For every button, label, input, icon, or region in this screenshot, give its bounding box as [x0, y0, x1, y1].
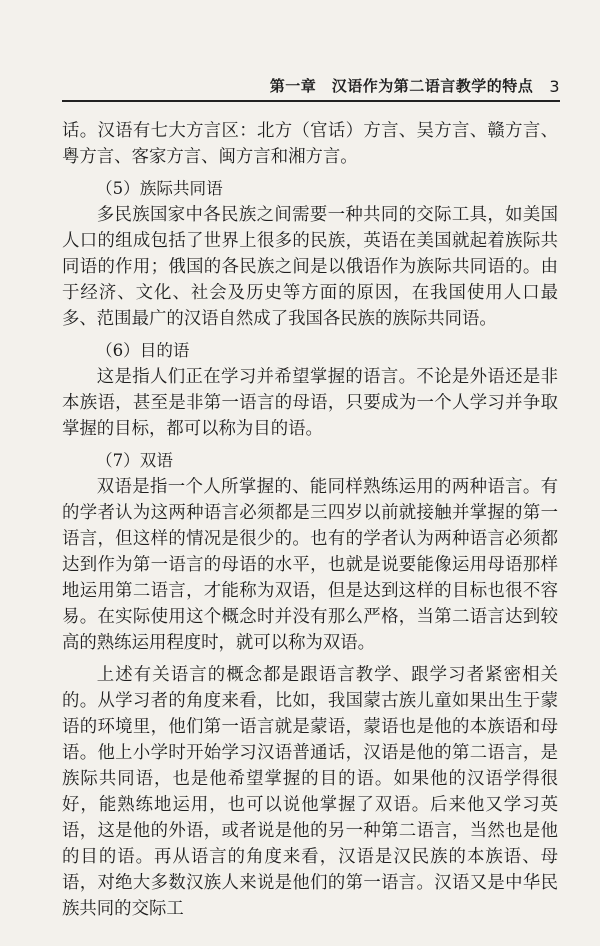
chapter-title: 第一章 汉语作为第二语言教学的特点	[269, 77, 534, 95]
paragraph-bilingual: 双语是指一个人所掌握的、能同样熟练运用的两种语言。有的学者认为这两种语言必须都是三四岁以前就接触并掌握的第一语言，但这样的情况是很少的。也有的学者认为两种语言必须都达到作为第一语言的母语的水平，也就是说要能像运用母语那样地运用第二语言，才能称为双语，但是达到这样的目标也很不容易。在实际使用这个概念时并没有那么严格，当第二语言达到较高的熟练运用程度时，就可以称为双语。	[62, 477, 558, 653]
running-header	[62, 72, 560, 102]
section-heading-7: （7）双语	[96, 451, 173, 470]
page-body	[62, 118, 558, 922]
page-number: 3	[549, 77, 560, 96]
paragraph-target-language: 这是指人们正在学习并希望掌握的语言。不论是外语还是非本族语，甚至是非第一语言的母语，只要成为一个人学习并争取掌握的目标，都可以称为目的语。	[62, 367, 558, 439]
paragraph-lingua-franca: 多民族国家中各民族之间需要一种共同的交际工具，如美国人口的组成包括了世界上很多的民族，英语在美国就起着族际共同语的作用；俄国的各民族之间是以俄语作为族际共同语的。由于经济、文化、社会及历史等方面的原因，在我国使用人口最多、范围最广的汉语自然成了我国各民族的族际共同语。	[62, 205, 558, 329]
section-heading-6: （6）目的语	[96, 341, 190, 360]
section-heading-5: （5）族际共同语	[96, 179, 223, 198]
paragraph-summary: 上述有关语言的概念都是跟语言教学、跟学习者紧密相关的。从学习者的角度来看，比如，我国蒙古族儿童如果出生于蒙语的环境里，他们第一语言就是蒙语，蒙语也是他的本族语和母语。他上小学时开始学习汉语普通话，汉语是他的第二语言，是族际共同语，也是他希望掌握的目的语。如果他的汉语学得很好，能熟练地运用，也可以说他掌握了双语。后来他又学习英语，这是他的外语，或者说是他的另一种第二语言，当然也是他的目的语。再从语言的角度来看，汉语是汉民族的本族语、母语，对绝大多数汉族人来说是他们的第一语言。汉语又是中华民族共同的交际工	[62, 665, 558, 919]
paragraph-dialects: 话。汉语有七大方言区：北方（官话）方言、吴方言、赣方言、粤方言、客家方言、闽方言和湘方言。	[62, 121, 558, 167]
